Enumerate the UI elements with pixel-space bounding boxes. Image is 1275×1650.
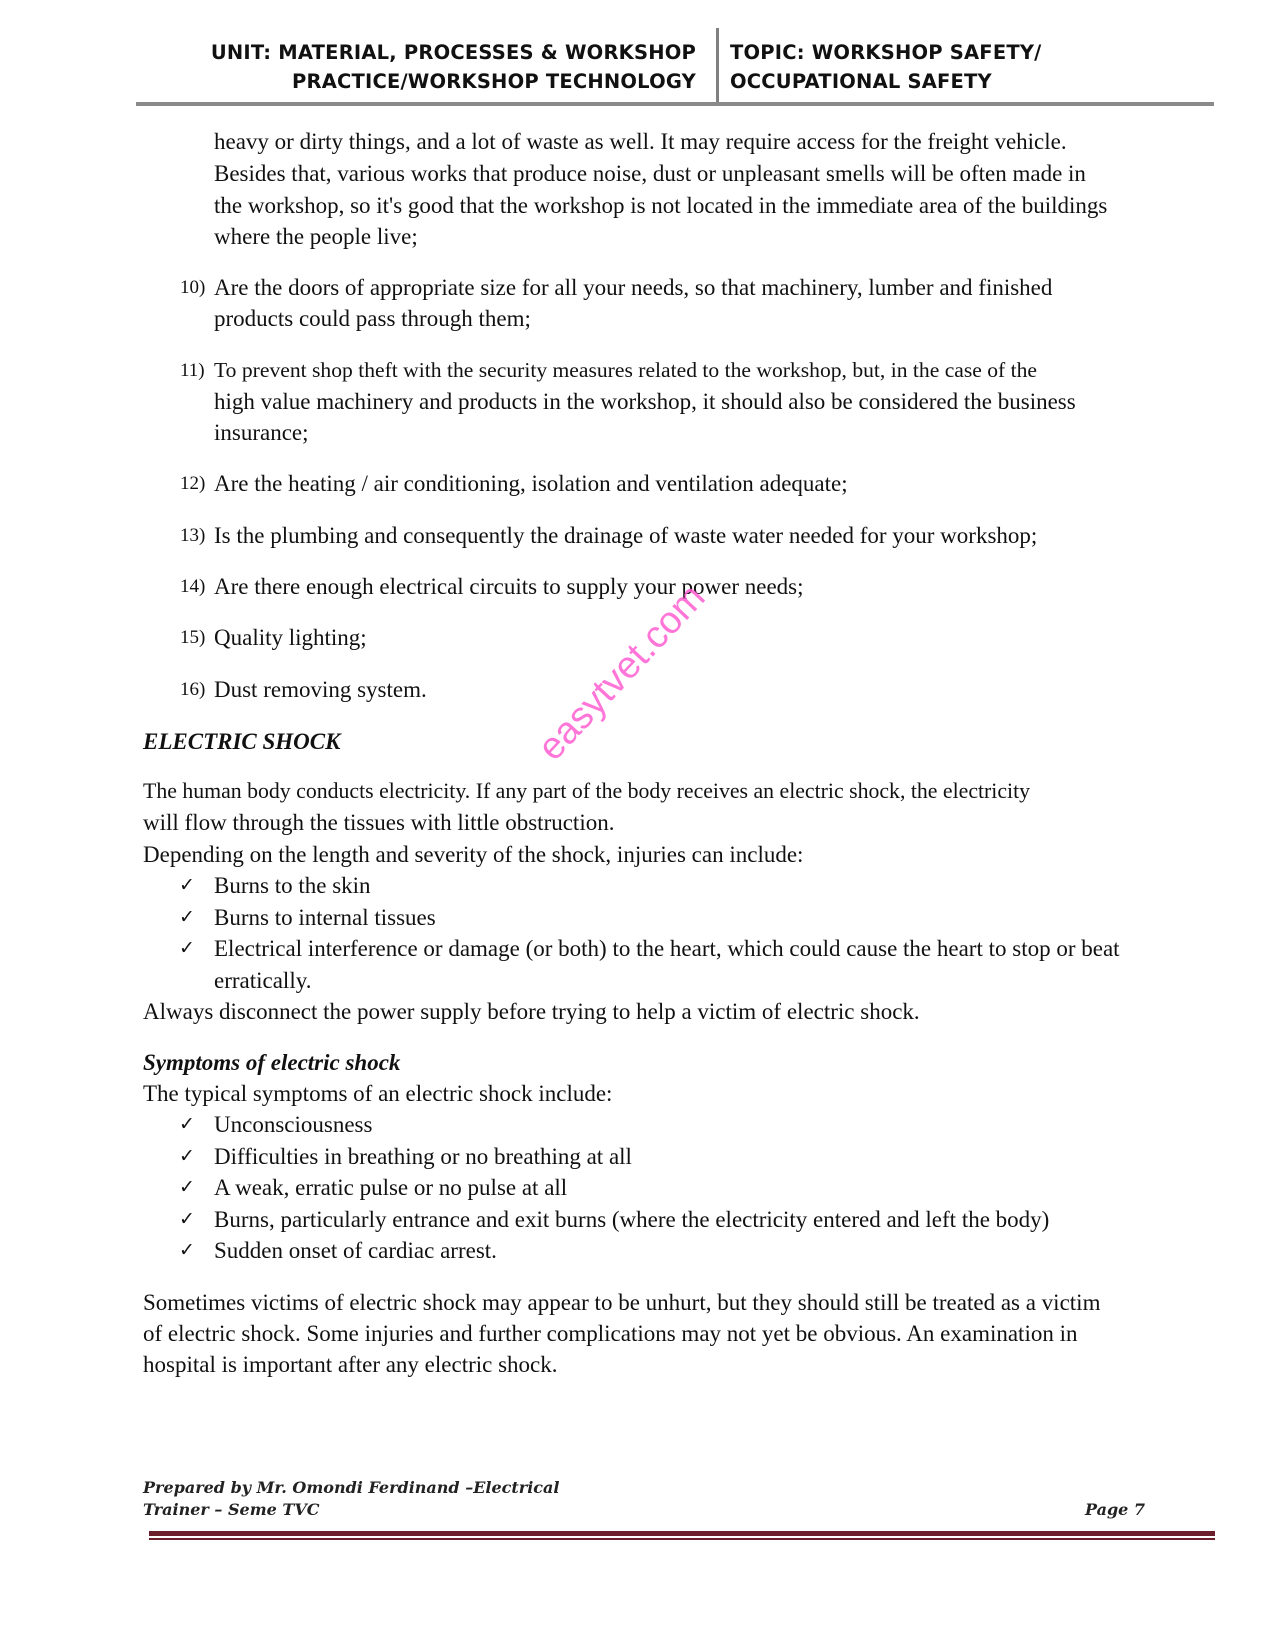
unit-title-line1: UNIT: MATERIAL, PROCESSES & WORKSHOP (210, 41, 696, 64)
bullet-item: erratically. (214, 968, 312, 993)
continued-item-line: where the people live; (214, 224, 418, 249)
list-item-number: 11) (180, 360, 205, 381)
page-header (136, 26, 1214, 106)
footer-trainer: Trainer – Seme TVC (143, 1500, 320, 1519)
section-heading-electric-shock: ELECTRIC SHOCK (143, 729, 341, 754)
list-item-text: insurance; (214, 420, 309, 445)
list-item-number: 13) (180, 525, 206, 546)
bullet-item: Burns to internal tissues (214, 905, 436, 930)
continued-item-line: the workshop, so it's good that the workshop is not located in the immediate area of the buildings (214, 193, 1108, 218)
unit-title-line2: PRACTICE/WORKSHOP TECHNOLOGY (291, 70, 696, 93)
list-item-number: 12) (180, 473, 206, 494)
continued-item-line: Besides that, various works that produce noise, dust or unpleasant smells will be often made in (214, 161, 1086, 186)
list-item-text: Are the heating / air conditioning, isolation and ventilation adequate; (214, 471, 848, 496)
checkmark-icon: ✓ (179, 1239, 195, 1261)
list-item-text: Is the plumbing and consequently the drainage of waste water needed for your workshop; (214, 523, 1038, 548)
header-rule (136, 102, 1214, 106)
checkmark-icon: ✓ (179, 874, 195, 896)
list-item-number: 15) (180, 627, 206, 648)
paragraph-line: of electric shock. Some injuries and further complications may not yet be obvious. An examination in (143, 1321, 1078, 1346)
footer-prepared-by: Prepared by Mr. Omondi Ferdinand –Electrical (143, 1478, 560, 1497)
paragraph-line: Depending on the length and severity of the shock, injuries can include: (143, 842, 804, 867)
list-item-text: Are there enough electrical circuits to supply your power needs; (214, 574, 804, 599)
checkmark-icon: ✓ (179, 1176, 195, 1198)
list-item-number: 14) (180, 576, 206, 597)
footer-rule (149, 1531, 1215, 1536)
paragraph-line: The human body conducts electricity. If any part of the body receives an electric shock, the electricity (143, 779, 1031, 803)
header-divider (716, 28, 719, 104)
continued-item-line: heavy or dirty things, and a lot of waste as well. It may require access for the freight vehicle. (214, 129, 1067, 154)
page-number: Page 7 (1085, 1500, 1146, 1519)
warning-text: Always disconnect the power supply before trying to help a victim of electric shock. (143, 999, 920, 1024)
list-item-text: Quality lighting; (214, 625, 367, 650)
list-item-text: Are the doors of appropriate size for all your needs, so that machinery, lumber and finished (214, 275, 1053, 300)
paragraph-line: will flow through the tissues with little obstruction. (143, 810, 615, 835)
paragraph-line: Sometimes victims of electric shock may appear to be unhurt, but they should still be treated as a victim (143, 1290, 1101, 1315)
list-item-text: To prevent shop theft with the security measures related to the workshop, but, in the case of the (214, 358, 1038, 382)
bullet-item: Burns to the skin (214, 873, 371, 898)
paragraph-line: hospital is important after any electric shock. (143, 1352, 558, 1377)
bullet-item: Unconsciousness (214, 1112, 373, 1137)
bullet-item: A weak, erratic pulse or no pulse at all (214, 1175, 568, 1200)
list-item-text: Dust removing system. (214, 677, 427, 702)
bullet-item: Difficulties in breathing or no breathing at all (214, 1144, 632, 1169)
bullet-item: Electrical interference or damage (or both) to the heart, which could cause the heart to stop or beat (214, 936, 1120, 961)
footer-rule-thin (149, 1538, 1215, 1540)
list-item-number: 10) (180, 277, 206, 298)
checkmark-icon: ✓ (179, 906, 195, 928)
checkmark-icon: ✓ (179, 937, 195, 959)
checkmark-icon: ✓ (179, 1208, 195, 1230)
section-heading-symptoms: Symptoms of electric shock (143, 1050, 401, 1075)
watermark: easytvet.com (530, 576, 714, 769)
checkmark-icon: ✓ (179, 1145, 195, 1167)
topic-title-line2: OCCUPATIONAL SAFETY (730, 70, 992, 93)
checkmark-icon: ✓ (179, 1113, 195, 1135)
list-item-number: 16) (180, 679, 206, 700)
list-item-text: products could pass through them; (214, 306, 531, 331)
paragraph-line: The typical symptoms of an electric shock include: (143, 1081, 613, 1106)
bullet-item: Burns, particularly entrance and exit burns (where the electricity entered and left the body) (214, 1207, 1050, 1232)
unit-title (136, 38, 696, 96)
topic-title-line1: TOPIC: WORKSHOP SAFETY/ (730, 41, 1042, 64)
list-item-text: high value machinery and products in the workshop, it should also be considered the business (214, 389, 1076, 414)
bullet-item: Sudden onset of cardiac arrest. (214, 1238, 497, 1263)
topic-title (730, 38, 1210, 96)
